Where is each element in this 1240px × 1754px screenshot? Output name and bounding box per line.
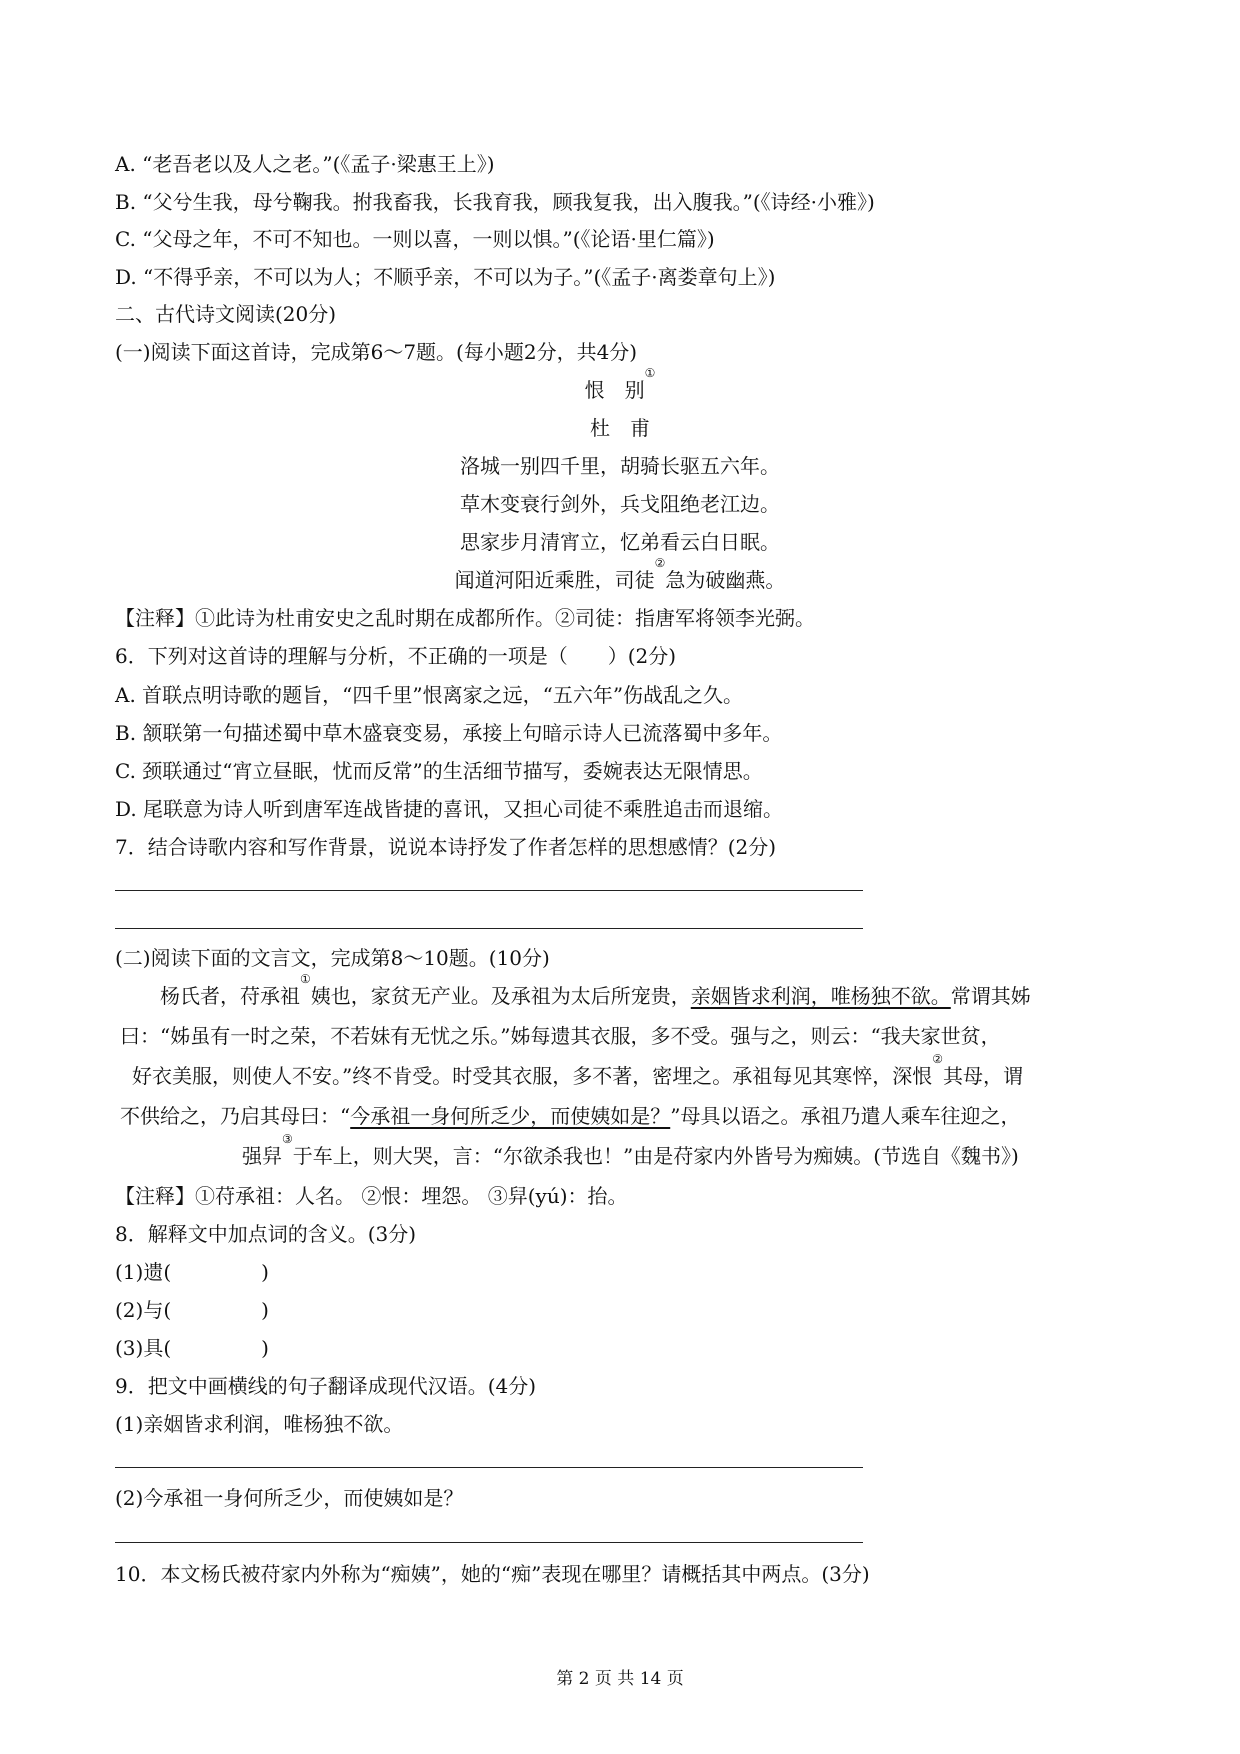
- underlined-sentence: 亲姻皆求利润，唯杨独不欲。: [690, 984, 951, 1008]
- poem-title: 恨 别①: [584, 366, 656, 402]
- q6-option-c: C. 颈联通过“宵立昼眠，忧而反常”的生活细节描写，委婉表达无限情思。: [115, 759, 763, 783]
- poem-line: 草木变衰行剑外，兵戈阻绝老江边。: [460, 492, 780, 516]
- q6-option-a: A. 首联点明诗歌的题旨，“四千里”恨离家之远，“五六年”伤战乱之久。: [115, 683, 744, 707]
- q6-option-d: D. 尾联意为诗人听到唐军连战皆捷的喜讯，又担心司徒不乘胜追击而退缩。: [115, 797, 784, 821]
- poem-line: 洛城一别四千里，胡骑长驱五六年。: [460, 454, 780, 478]
- part2-intro: (二)阅读下面的文言文，完成第8～10题。(10分): [115, 946, 550, 970]
- answer-line[interactable]: [115, 928, 863, 929]
- q6-stem: 6．下列对这首诗的理解与分析，不正确的一项是（ ）(2分): [115, 644, 677, 668]
- passage-annotation: 【注释】①苻承祖：人名。 ②恨：埋怨。 ③舁(yú)：抬。: [115, 1184, 628, 1208]
- q5-option-c: C. “父母之年，不可不知也。一则以喜，一则以惧。”(《论语·里仁篇》): [115, 227, 715, 251]
- q10-stem: 10．本文杨氏被苻家内外称为“痴姨”，她的“痴”表现在哪里？请概括其中两点。(3分): [115, 1562, 870, 1586]
- q5-option-d: D. “不得乎亲，不可以为人；不顺乎亲，不可以为子。”(《孟子·离娄章句上》): [115, 265, 776, 289]
- q8-item[interactable]: (1)遗( ): [115, 1260, 269, 1284]
- q9-sentence-1: (1)亲姻皆求利润，唯杨独不欲。: [115, 1412, 404, 1436]
- answer-line[interactable]: [115, 890, 863, 891]
- q7-stem: 7．结合诗歌内容和写作背景，说说本诗抒发了作者怎样的思想感情？(2分): [115, 835, 777, 859]
- passage-line: 杨氏者，苻承祖①姨也，家贫无产业。及承祖为太后所宠贵，亲姻皆求利润，唯杨独不欲。常谓其姊: [160, 972, 1031, 1008]
- q9-stem: 9．把文中画横线的句子翻译成现代汉语。(4分): [115, 1374, 537, 1398]
- q8-item[interactable]: (3)具( ): [115, 1336, 269, 1360]
- answer-line[interactable]: [115, 1542, 863, 1543]
- poem-annotation: 【注释】①此诗为杜甫安史之乱时期在成都所作。②司徒：指唐军将领李光弼。: [115, 606, 815, 630]
- part1-intro: (一)阅读下面这首诗，完成第6～7题。(每小题2分，共4分): [115, 340, 638, 364]
- passage-line: 不供给之，乃启其母曰：“今承祖一身何所乏少，而使姨如是？”母具以语之。承祖乃遣人乘车往迎之，: [120, 1104, 1021, 1128]
- q5-option-b: B. “父兮生我，母兮鞠我。拊我畜我，长我育我，顾我复我，出入腹我。”(《诗经·小雅》): [115, 190, 875, 214]
- answer-line[interactable]: [115, 1467, 863, 1468]
- underlined-sentence: 今承祖一身何所乏少，而使姨如是？: [350, 1104, 671, 1128]
- passage-line: 强舁③于车上，则大哭，言：“尔欲杀我也！”由是苻家内外皆号为痴姨。(节选自《魏书》): [242, 1132, 1019, 1168]
- q9-sentence-2: (2)今承祖一身何所乏少，而使姨如是？: [115, 1486, 464, 1510]
- page-footer: 第 2 页 共 14 页: [556, 1669, 684, 1689]
- q8-stem: 8．解释文中加点词的含义。(3分): [115, 1222, 417, 1246]
- q8-item[interactable]: (2)与( ): [115, 1298, 269, 1322]
- poem-line: 思家步月清宵立，忆弟看云白日眠。: [460, 530, 780, 554]
- passage-line: 曰：“姊虽有一时之荣，不若妹有无忧之乐。”姊每遗其衣服，多不受。强与之，则云：“我夫家世贫，: [120, 1024, 1001, 1048]
- passage-line: 好衣美服，则使人不安。”终不肯受。时受其衣服，多不著，密埋之。承祖每见其寒悴，深恨②其母，谓: [132, 1052, 1023, 1088]
- q6-option-b: B. 颔联第一句描述蜀中草木盛衰变易，承接上句暗示诗人已流落蜀中多年。: [115, 721, 783, 745]
- section-title: 二、古代诗文阅读(20分): [115, 302, 337, 326]
- poem-author: 杜 甫: [590, 416, 650, 440]
- poem-line: 闻道河阳近乘胜，司徒②急为破幽燕。: [454, 556, 786, 592]
- q5-option-a: A. “老吾老以及人之老。”(《孟子·梁惠王上》): [115, 152, 495, 176]
- poem-title-note: ①: [644, 366, 656, 380]
